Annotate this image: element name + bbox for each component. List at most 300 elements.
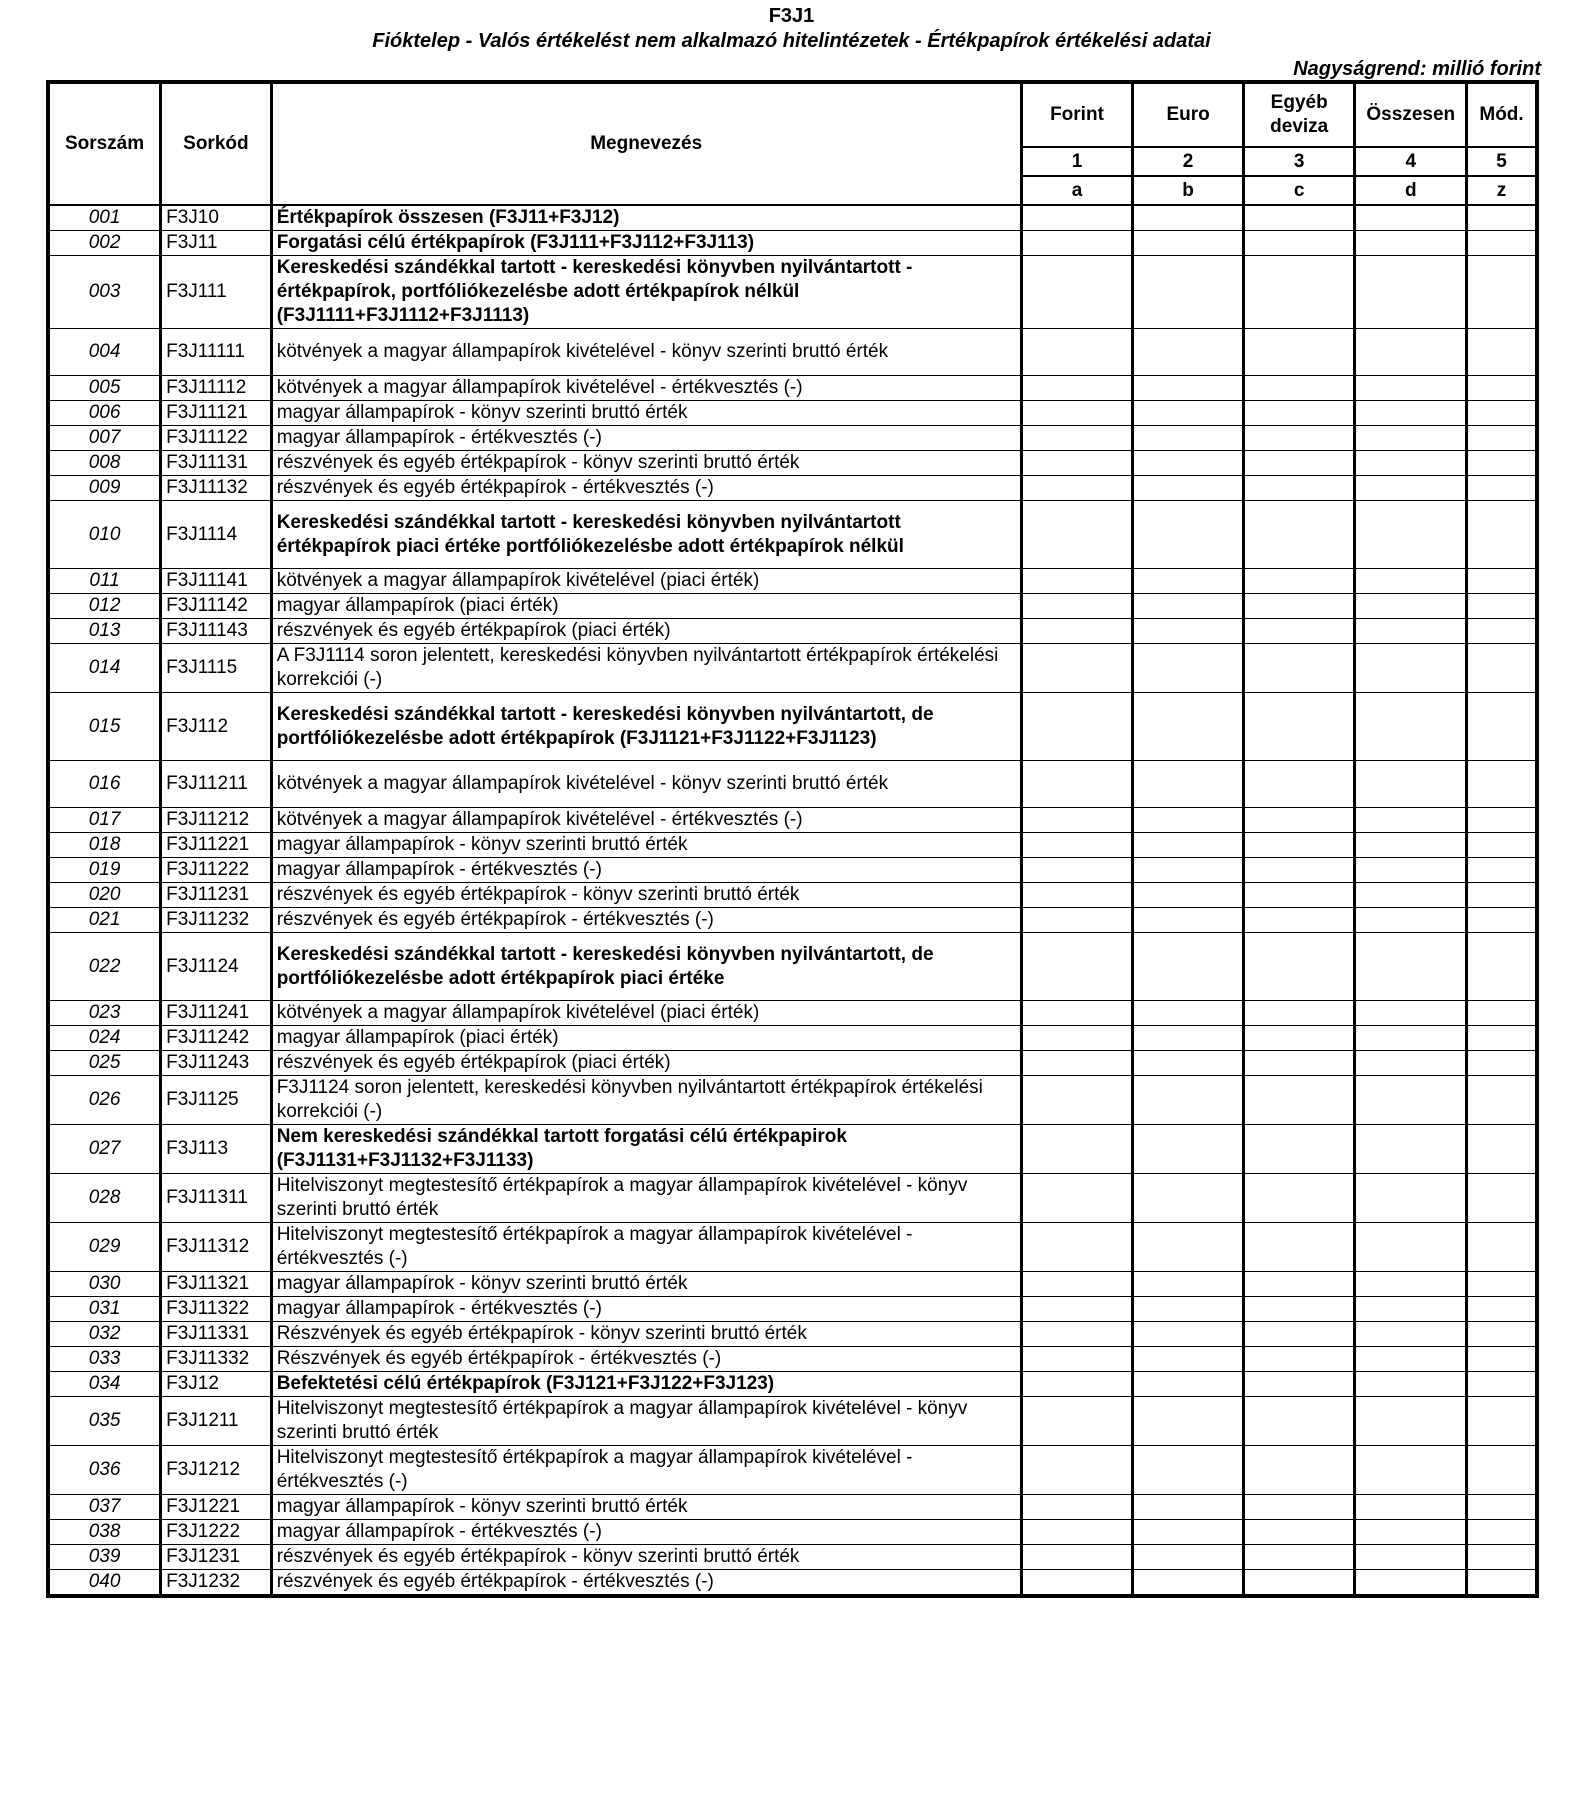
value-cell[interactable] [1021, 1545, 1133, 1570]
value-cell[interactable] [1133, 1125, 1244, 1174]
value-cell[interactable] [1467, 833, 1537, 858]
value-cell[interactable] [1467, 644, 1537, 693]
header-col-label: Egyéb deviza [1243, 82, 1355, 147]
table-row [48, 1051, 1537, 1076]
value-cell[interactable] [1021, 1372, 1133, 1397]
value-cell[interactable] [1243, 1051, 1355, 1076]
value-cell[interactable] [1355, 1223, 1467, 1272]
value-cell[interactable] [1355, 1495, 1467, 1520]
value-cell[interactable] [1467, 569, 1537, 594]
value-cell[interactable] [1467, 1051, 1537, 1076]
value-cell[interactable] [1133, 1322, 1244, 1347]
value-cell[interactable] [1243, 858, 1355, 883]
row-code: F3J11131 [161, 451, 272, 476]
value-cell[interactable] [1021, 1397, 1133, 1446]
value-cell[interactable] [1355, 1125, 1467, 1174]
value-cell[interactable] [1021, 401, 1133, 426]
row-code: F3J1232 [161, 1570, 272, 1597]
table-row [48, 594, 1537, 619]
value-cell[interactable] [1467, 693, 1537, 761]
value-cell[interactable] [1355, 1272, 1467, 1297]
value-cell[interactable] [1355, 808, 1467, 833]
row-number: 022 [48, 933, 161, 1001]
value-cell[interactable] [1355, 501, 1467, 569]
value-cell[interactable] [1467, 329, 1537, 376]
row-number: 029 [48, 1223, 161, 1272]
value-cell[interactable] [1021, 933, 1133, 1001]
value-cell[interactable] [1243, 1520, 1355, 1545]
value-cell[interactable] [1467, 1545, 1537, 1570]
value-cell[interactable] [1133, 693, 1244, 761]
row-description: részvények és egyéb értékpapírok (piaci érték) [271, 1051, 1021, 1076]
value-cell[interactable] [1355, 1322, 1467, 1347]
row-number: 035 [48, 1397, 161, 1446]
row-code: F3J11111 [161, 329, 272, 376]
value-cell[interactable] [1133, 1223, 1244, 1272]
value-cell[interactable] [1467, 1297, 1537, 1322]
value-cell[interactable] [1243, 426, 1355, 451]
value-cell[interactable] [1021, 594, 1133, 619]
row-description: A F3J1114 soron jelentett, kereskedési könyvben nyilvántartott értékpapírok értékelési korrekciói (-) [271, 644, 1021, 693]
value-cell[interactable] [1243, 1125, 1355, 1174]
value-cell[interactable] [1133, 1026, 1244, 1051]
row-number: 024 [48, 1026, 161, 1051]
value-cell[interactable] [1133, 451, 1244, 476]
value-cell[interactable] [1467, 1570, 1537, 1597]
table-row [48, 1545, 1537, 1570]
value-cell[interactable] [1021, 329, 1133, 376]
table-row [48, 1076, 1537, 1125]
row-number: 037 [48, 1495, 161, 1520]
table-row [48, 501, 1537, 569]
value-cell[interactable] [1243, 808, 1355, 833]
row-description: Kereskedési szándékkal tartott - kereskedési könyvben nyilvántartott értékpapírok piaci értéke portfóliókezelésbe adott értékpapírok nélkül [271, 501, 1021, 569]
value-cell[interactable] [1355, 1545, 1467, 1570]
row-description: magyar állampapírok - értékvesztés (-) [271, 1520, 1021, 1545]
value-cell[interactable] [1021, 501, 1133, 569]
value-cell[interactable] [1355, 1001, 1467, 1026]
value-cell[interactable] [1355, 693, 1467, 761]
value-cell[interactable] [1243, 256, 1355, 329]
value-cell[interactable] [1355, 1297, 1467, 1322]
value-cell[interactable] [1133, 1001, 1244, 1026]
value-cell[interactable] [1467, 501, 1537, 569]
table-row [48, 231, 1537, 256]
value-cell[interactable] [1133, 594, 1244, 619]
value-cell[interactable] [1467, 401, 1537, 426]
value-cell[interactable] [1467, 1520, 1537, 1545]
row-code: F3J113 [161, 1125, 272, 1174]
value-cell[interactable] [1243, 476, 1355, 501]
value-cell[interactable] [1243, 1001, 1355, 1026]
value-cell[interactable] [1243, 501, 1355, 569]
value-cell[interactable] [1467, 1001, 1537, 1026]
value-cell[interactable] [1467, 476, 1537, 501]
value-cell[interactable] [1355, 376, 1467, 401]
table-row [48, 256, 1537, 329]
table-row [48, 1372, 1537, 1397]
value-cell[interactable] [1467, 1026, 1537, 1051]
value-cell[interactable] [1133, 933, 1244, 1001]
value-cell[interactable] [1021, 1495, 1133, 1520]
row-number: 012 [48, 594, 161, 619]
value-cell[interactable] [1467, 205, 1537, 231]
table-row [48, 761, 1537, 808]
row-code: F3J11121 [161, 401, 272, 426]
value-cell[interactable] [1133, 761, 1244, 808]
value-cell[interactable] [1355, 231, 1467, 256]
value-cell[interactable] [1133, 1545, 1244, 1570]
value-cell[interactable] [1243, 401, 1355, 426]
header-col-number: 3 [1243, 147, 1355, 176]
value-cell[interactable] [1467, 1397, 1537, 1446]
value-cell[interactable] [1133, 833, 1244, 858]
value-cell[interactable] [1021, 569, 1133, 594]
row-code: F3J1231 [161, 1545, 272, 1570]
value-cell[interactable] [1467, 1174, 1537, 1223]
value-cell[interactable] [1243, 1397, 1355, 1446]
value-cell[interactable] [1355, 1174, 1467, 1223]
value-cell[interactable] [1133, 329, 1244, 376]
value-cell[interactable] [1243, 1223, 1355, 1272]
row-description: magyar állampapírok - könyv szerinti bruttó érték [271, 1272, 1021, 1297]
value-cell[interactable] [1133, 1446, 1244, 1495]
value-cell[interactable] [1243, 569, 1355, 594]
value-cell[interactable] [1133, 619, 1244, 644]
row-description: F3J1124 soron jelentett, kereskedési könyvben nyilvántartott értékpapírok értékelési korrekciói (-) [271, 1076, 1021, 1125]
table-row [48, 205, 1537, 231]
value-cell[interactable] [1243, 761, 1355, 808]
value-cell[interactable] [1355, 569, 1467, 594]
value-cell[interactable] [1355, 476, 1467, 501]
value-cell[interactable] [1467, 1347, 1537, 1372]
value-cell[interactable] [1133, 1495, 1244, 1520]
value-cell[interactable] [1355, 329, 1467, 376]
value-cell[interactable] [1133, 205, 1244, 231]
row-description: kötvények a magyar állampapírok kivételével (piaci érték) [271, 1001, 1021, 1026]
value-cell[interactable] [1243, 619, 1355, 644]
unit-note: Nagyságrend: millió forint [1293, 58, 1541, 80]
table-row [48, 808, 1537, 833]
table-row [48, 933, 1537, 1001]
table-row [48, 1026, 1537, 1051]
value-cell[interactable] [1133, 1076, 1244, 1125]
header-col-number: 2 [1133, 147, 1244, 176]
value-cell[interactable] [1133, 1372, 1244, 1397]
row-number: 009 [48, 476, 161, 501]
value-cell[interactable] [1021, 426, 1133, 451]
value-cell[interactable] [1133, 476, 1244, 501]
value-cell[interactable] [1355, 205, 1467, 231]
value-cell[interactable] [1133, 1520, 1244, 1545]
value-cell[interactable] [1243, 376, 1355, 401]
value-cell[interactable] [1133, 1347, 1244, 1372]
value-cell[interactable] [1467, 1125, 1537, 1174]
table-row [48, 329, 1537, 376]
row-code: F3J11211 [161, 761, 272, 808]
row-description: Részvények és egyéb értékpapírok - könyv szerinti bruttó érték [271, 1322, 1021, 1347]
value-cell[interactable] [1021, 1446, 1133, 1495]
table-row [48, 1223, 1537, 1272]
row-description: Forgatási célú értékpapírok (F3J111+F3J112+F3J113) [271, 231, 1021, 256]
value-cell[interactable] [1021, 231, 1133, 256]
value-cell[interactable] [1355, 761, 1467, 808]
value-cell[interactable] [1133, 376, 1244, 401]
row-number: 008 [48, 451, 161, 476]
value-cell[interactable] [1021, 1570, 1133, 1597]
value-cell[interactable] [1021, 1347, 1133, 1372]
header-sorkod: Sorkód [161, 82, 272, 205]
table-row [48, 376, 1537, 401]
table-row [48, 1297, 1537, 1322]
row-description: Befektetési célú értékpapírok (F3J121+F3J122+F3J123) [271, 1372, 1021, 1397]
value-cell[interactable] [1133, 883, 1244, 908]
row-description: részvények és egyéb értékpapírok - könyv szerinti bruttó érték [271, 451, 1021, 476]
header-col-number: 5 [1467, 147, 1537, 176]
value-cell[interactable] [1243, 1297, 1355, 1322]
value-cell[interactable] [1133, 231, 1244, 256]
value-cell[interactable] [1467, 908, 1537, 933]
value-cell[interactable] [1021, 1297, 1133, 1322]
value-cell[interactable] [1133, 1297, 1244, 1322]
value-cell[interactable] [1467, 858, 1537, 883]
header-col-letter: z [1467, 176, 1537, 205]
row-code: F3J11221 [161, 833, 272, 858]
value-cell[interactable] [1355, 619, 1467, 644]
row-description: Nem kereskedési szándékkal tartott forgatási célú értékpapirok (F3J1131+F3J1132+F3J1133) [271, 1125, 1021, 1174]
value-cell[interactable] [1133, 501, 1244, 569]
value-cell[interactable] [1243, 231, 1355, 256]
value-cell[interactable] [1021, 1520, 1133, 1545]
value-cell[interactable] [1243, 1446, 1355, 1495]
value-cell[interactable] [1243, 883, 1355, 908]
value-cell[interactable] [1243, 205, 1355, 231]
value-cell[interactable] [1467, 761, 1537, 808]
value-cell[interactable] [1133, 401, 1244, 426]
value-cell[interactable] [1133, 569, 1244, 594]
value-cell[interactable] [1355, 401, 1467, 426]
value-cell[interactable] [1021, 883, 1133, 908]
value-cell[interactable] [1467, 619, 1537, 644]
value-cell[interactable] [1355, 1076, 1467, 1125]
row-description: magyar állampapírok - értékvesztés (-) [271, 858, 1021, 883]
value-cell[interactable] [1243, 693, 1355, 761]
value-cell[interactable] [1021, 644, 1133, 693]
row-code: F3J11141 [161, 569, 272, 594]
value-cell[interactable] [1243, 1570, 1355, 1597]
value-cell[interactable] [1021, 858, 1133, 883]
value-cell[interactable] [1467, 1495, 1537, 1520]
row-number: 007 [48, 426, 161, 451]
table-row [48, 1397, 1537, 1446]
row-description: Értékpapírok összesen (F3J11+F3J12) [271, 205, 1021, 231]
value-cell[interactable] [1355, 1520, 1467, 1545]
value-cell[interactable] [1467, 1076, 1537, 1125]
value-cell[interactable] [1467, 231, 1537, 256]
value-cell[interactable] [1467, 594, 1537, 619]
value-cell[interactable] [1021, 833, 1133, 858]
row-code: F3J11232 [161, 908, 272, 933]
header-col-number: 4 [1355, 147, 1467, 176]
value-cell[interactable] [1021, 1026, 1133, 1051]
value-cell[interactable] [1021, 1223, 1133, 1272]
value-cell[interactable] [1021, 1174, 1133, 1223]
form-subtitle: Fióktelep - Valós értékelést nem alkalmazó hitelintézetek - Értékpapírok értékelési adatai [372, 30, 1211, 52]
value-cell[interactable] [1355, 594, 1467, 619]
value-cell[interactable] [1467, 451, 1537, 476]
row-description: Hitelviszonyt megtestesítő értékpapírok a magyar állampapírok kivételével - értékvesztés (-) [271, 1223, 1021, 1272]
value-cell[interactable] [1133, 1570, 1244, 1597]
value-cell[interactable] [1133, 1174, 1244, 1223]
row-number: 038 [48, 1520, 161, 1545]
value-cell[interactable] [1467, 1272, 1537, 1297]
value-cell[interactable] [1355, 1397, 1467, 1446]
value-cell[interactable] [1021, 1125, 1133, 1174]
row-number: 015 [48, 693, 161, 761]
value-cell[interactable] [1021, 693, 1133, 761]
value-cell[interactable] [1243, 329, 1355, 376]
value-cell[interactable] [1355, 451, 1467, 476]
row-description: részvények és egyéb értékpapírok - értékvesztés (-) [271, 476, 1021, 501]
value-cell[interactable] [1021, 1001, 1133, 1026]
value-cell[interactable] [1243, 1347, 1355, 1372]
value-cell[interactable] [1467, 256, 1537, 329]
row-code: F3J1222 [161, 1520, 272, 1545]
row-description: Kereskedési szándékkal tartott - kereskedési könyvben nyilvántartott, de portfóliókezelésbe adott értékpapírok (F3J1121+F3J1122+F3J1123) [271, 693, 1021, 761]
row-number: 040 [48, 1570, 161, 1597]
row-code: F3J1124 [161, 933, 272, 1001]
value-cell[interactable] [1243, 1372, 1355, 1397]
value-cell[interactable] [1467, 883, 1537, 908]
value-cell[interactable] [1021, 376, 1133, 401]
value-cell[interactable] [1021, 808, 1133, 833]
securities-valuation-table [46, 80, 1539, 1598]
row-number: 004 [48, 329, 161, 376]
value-cell[interactable] [1243, 1322, 1355, 1347]
table-row [48, 1446, 1537, 1495]
row-description: részvények és egyéb értékpapírok - értékvesztés (-) [271, 908, 1021, 933]
value-cell[interactable] [1355, 883, 1467, 908]
row-code: F3J11212 [161, 808, 272, 833]
table-row [48, 1347, 1537, 1372]
value-cell[interactable] [1355, 1051, 1467, 1076]
row-code: F3J11242 [161, 1026, 272, 1051]
value-cell[interactable] [1243, 933, 1355, 1001]
value-cell[interactable] [1021, 761, 1133, 808]
value-cell[interactable] [1355, 833, 1467, 858]
row-number: 002 [48, 231, 161, 256]
table-row [48, 619, 1537, 644]
value-cell[interactable] [1355, 1446, 1467, 1495]
row-code: F3J1115 [161, 644, 272, 693]
value-cell[interactable] [1243, 1495, 1355, 1520]
value-cell[interactable] [1355, 1372, 1467, 1397]
value-cell[interactable] [1243, 1272, 1355, 1297]
value-cell[interactable] [1467, 1322, 1537, 1347]
table-row [48, 476, 1537, 501]
value-cell[interactable] [1021, 1272, 1133, 1297]
value-cell[interactable] [1133, 426, 1244, 451]
table-row [48, 908, 1537, 933]
row-description: Részvények és egyéb értékpapírok - értékvesztés (-) [271, 1347, 1021, 1372]
value-cell[interactable] [1243, 1174, 1355, 1223]
value-cell[interactable] [1467, 1446, 1537, 1495]
value-cell[interactable] [1355, 1026, 1467, 1051]
value-cell[interactable] [1021, 256, 1133, 329]
value-cell[interactable] [1243, 644, 1355, 693]
value-cell[interactable] [1243, 594, 1355, 619]
value-cell[interactable] [1355, 933, 1467, 1001]
table-row [48, 883, 1537, 908]
value-cell[interactable] [1021, 619, 1133, 644]
row-number: 028 [48, 1174, 161, 1223]
table-row [48, 1520, 1537, 1545]
table-row [48, 693, 1537, 761]
value-cell[interactable] [1021, 908, 1133, 933]
value-cell[interactable] [1355, 858, 1467, 883]
value-cell[interactable] [1355, 1570, 1467, 1597]
value-cell[interactable] [1467, 1223, 1537, 1272]
value-cell[interactable] [1467, 933, 1537, 1001]
value-cell[interactable] [1243, 1545, 1355, 1570]
value-cell[interactable] [1467, 426, 1537, 451]
value-cell[interactable] [1133, 644, 1244, 693]
value-cell[interactable] [1133, 1272, 1244, 1297]
value-cell[interactable] [1133, 1051, 1244, 1076]
header-col-number: 1 [1021, 147, 1133, 176]
row-number: 032 [48, 1322, 161, 1347]
value-cell[interactable] [1021, 476, 1133, 501]
value-cell[interactable] [1355, 908, 1467, 933]
value-cell[interactable] [1021, 1076, 1133, 1125]
value-cell[interactable] [1355, 1347, 1467, 1372]
value-cell[interactable] [1133, 1397, 1244, 1446]
row-number: 031 [48, 1297, 161, 1322]
value-cell[interactable] [1243, 908, 1355, 933]
value-cell[interactable] [1243, 833, 1355, 858]
value-cell[interactable] [1133, 808, 1244, 833]
row-number: 039 [48, 1545, 161, 1570]
row-number: 014 [48, 644, 161, 693]
value-cell[interactable] [1021, 1322, 1133, 1347]
value-cell[interactable] [1021, 205, 1133, 231]
row-code: F3J1114 [161, 501, 272, 569]
row-description: magyar állampapírok (piaci érték) [271, 594, 1021, 619]
row-description: részvények és egyéb értékpapírok - könyv szerinti bruttó érték [271, 1545, 1021, 1570]
value-cell[interactable] [1467, 376, 1537, 401]
value-cell[interactable] [1133, 908, 1244, 933]
table-row [48, 1495, 1537, 1520]
value-cell[interactable] [1355, 644, 1467, 693]
value-cell[interactable] [1243, 451, 1355, 476]
value-cell[interactable] [1133, 858, 1244, 883]
value-cell[interactable] [1243, 1076, 1355, 1125]
value-cell[interactable] [1243, 1026, 1355, 1051]
value-cell[interactable] [1467, 1372, 1537, 1397]
table-body [48, 205, 1537, 1596]
value-cell[interactable] [1133, 256, 1244, 329]
row-code: F3J112 [161, 693, 272, 761]
value-cell[interactable] [1355, 426, 1467, 451]
row-description: részvények és egyéb értékpapírok - könyv szerinti bruttó érték [271, 883, 1021, 908]
value-cell[interactable] [1021, 451, 1133, 476]
value-cell[interactable] [1021, 1051, 1133, 1076]
value-cell[interactable] [1355, 256, 1467, 329]
row-code: F3J11231 [161, 883, 272, 908]
row-description: kötvények a magyar állampapírok kivételével - könyv szerinti bruttó érték [271, 761, 1021, 808]
value-cell[interactable] [1467, 808, 1537, 833]
row-code: F3J11241 [161, 1001, 272, 1026]
